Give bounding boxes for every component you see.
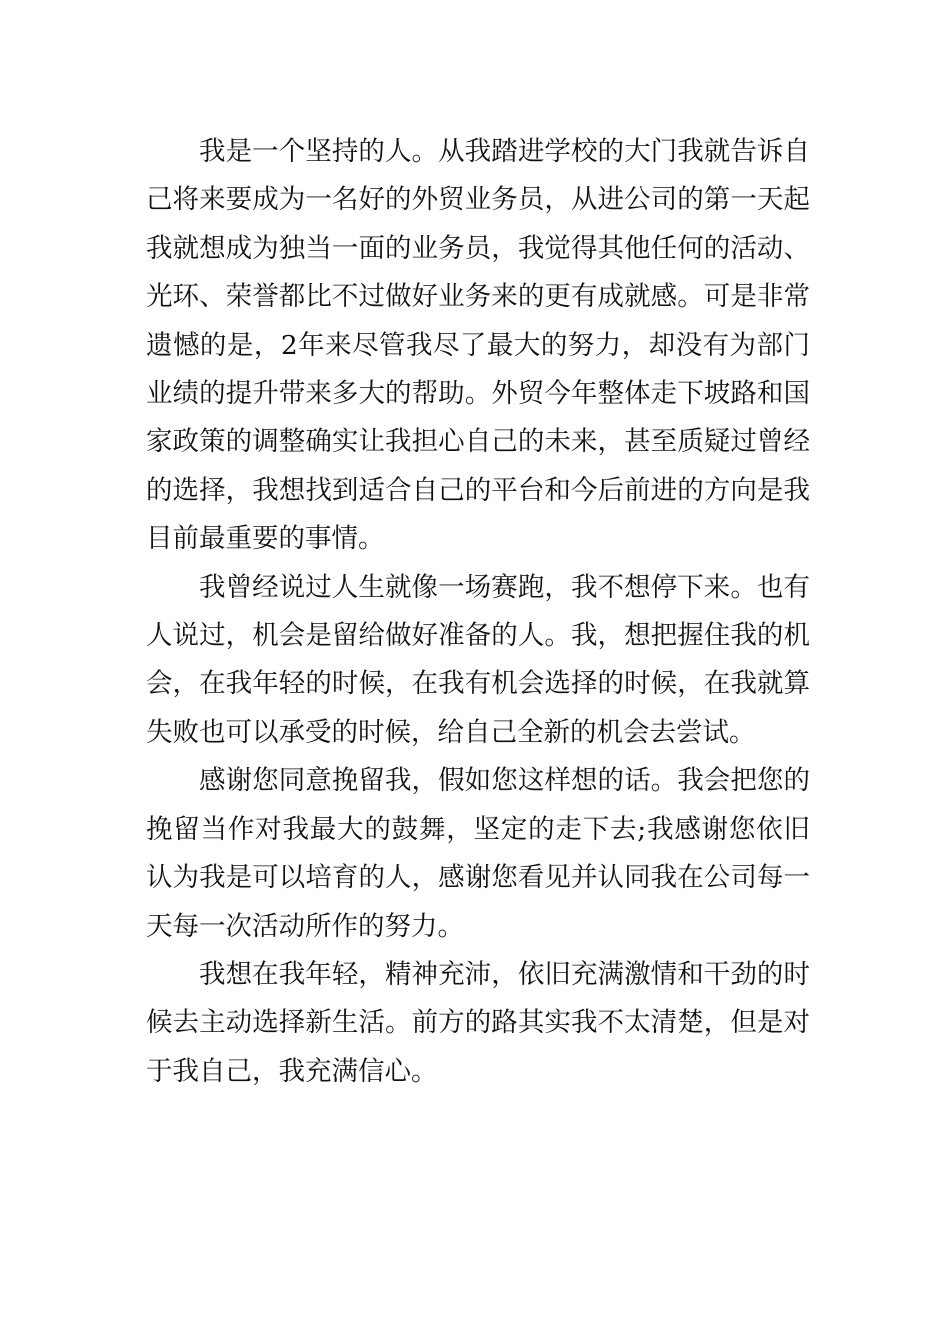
paragraph-4: 我想在我年轻，精神充沛，依旧充满激情和干劲的时候去主动选择新生活。前方的路其实我不太清楚，但是对于我自己，我充满信心。 bbox=[146, 958, 810, 1087]
paragraph-3: 感谢您同意挽留我，假如您这样想的话。我会把您的挽留当作对我最大的鼓舞，坚定的走下去;我感谢您依旧认为我是可以培育的人，感谢您看见并认同我在公司每一天每一次活动所作的努力。 bbox=[146, 765, 810, 942]
paragraph-1: 我是一个坚持的人。从我踏进学校的大门我就告诉自己将来要成为一名好的外贸业务员，从进公司的第一天起我就想成为独当一面的业务员，我觉得其他任何的活动、光环、荣誉都比不过做好业务来的更有成就感。可是非常遗憾的是，2年来尽管我尽了最大的努力，却没有为部门业绩的提升带来多大的帮助。外贸今年整体走下坡路和国家政策的调整确实让我担心自己的未来，甚至质疑过曾经的选择，我想找到适合自己的平台和今后前进的方向是我目前最重要的事情。 bbox=[146, 136, 810, 555]
paragraph-2: 我曾经说过人生就像一场赛跑，我不想停下来。也有人说过，机会是留给做好准备的人。我，想把握住我的机会，在我年轻的时候，在我有机会选择的时候，在我就算失败也可以承受的时候，给自己全新的机会去尝试。 bbox=[146, 571, 810, 748]
document-body bbox=[146, 128, 810, 1096]
